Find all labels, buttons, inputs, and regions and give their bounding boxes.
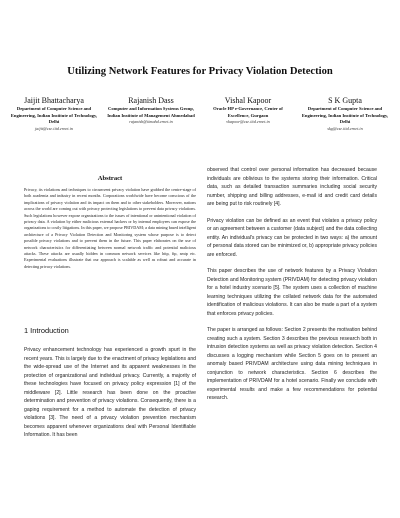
section-heading: 1 Introduction [24,326,69,335]
paragraph: This paper describes the use of network features by a Privacy Violation Detection and Monitoring system (PRIVDAM) for detecting privacy violation for a hotel industry scenario [5]. The system uses a collection of machine learning techniques utilizing the collated network data for the automated identification of malicious violations. It can also be made a part of a system that enforces privacy policies. [207,268,377,317]
author-email: skg@cse.iitd.ernet.in [327,125,363,131]
paragraph: observed that control over personal information has decreased because individuals are oblivious to the systems storing their information. Critical data, such as detailed transaction summaries including social security number, shipping and billing addresses, e-mail id and credit card details are being put to risk routinely [4]. [207,167,377,207]
author-name: Jaijit Bhattacharya [24,96,84,105]
author-email: vkapoor@cse.iitd.ernet.in [226,119,270,124]
paragraph: The paper is arranged as follows: Section 2 presents the motivation behind creating such a system. Section 3 describes the previous research both in intrusion detection systems as well as privacy violation detection. Section 4 discusses a logging mechanism while Section 5 goes on to present an anomaly based PRIVDAM architecture using data mining techniques in conjunction to network characteristics. Section 6 describes the implementation of PRIVDAM for a hotel scenario. Finally we conclude with experimental results and make a few recommendations for potential research. [207,327,377,401]
author-name: Rajanish Dass [128,96,174,105]
paragraph: Privacy violation can be defined as an event that violates a privacy policy or an agreement between a customer (data subject) and the data collecting entity. An individual's privacy can be protected in two ways: a) the amount of personal data stored can be minimized or, b) appropriate privacy policies are enforced. [207,217,377,258]
author-3 [202,96,294,125]
author-affiliation: Oracle HP e-Governance, Center of Excellence, Gurgaon [213,106,283,118]
author-name: Vishal Kapoor [224,96,272,105]
author-affiliation: Computer and Information Systems Group, Indian Institute of Management Ahmedabad [107,106,195,118]
paper-title: Utilizing Network Features for Privacy Violation Detection [67,66,333,77]
author-1 [6,96,102,132]
author-affiliation: Department of Computer Science and Engineering, Indian Institute of Technology, Delhi [10,106,98,124]
author-email: rajanish@iimahd.ernet.in [129,119,173,124]
abstract-heading: Abstract [97,175,123,182]
author-affiliation: Department of Computer Science and Engineering, Indian Institute of Technology, Delhi [301,106,389,124]
paragraph: Privacy enhancement technology has experienced a growth spurt in the recent years. This is largely due to the enactment of privacy legislations and the wide-spread use of the Internet and its apparent weaknesses in the protection of organizational and individual privacy. Currently, a majority of these technologies have focused on privacy policy expression [1] of the middleware [2]. Little research has been done on the proactive determination and prevention of privacy violations. Consequently, there is a gaping requirement for a method to automate the detection of privacy violations [3]. The need of a privacy violation prevention mechanism becomes apparent whenever organizations deal with Personal Identifiable Information. It has been [24,347,196,438]
right-column [207,166,377,411]
abstract-text: Privacy, its violations and techniques to circumvent privacy violation have grabbed the centre-stage of both academia and industry in recent months. Corporations worldwide have become conscious of the implications of privacy violation and its impact on them and to other stakeholders. Moreover, nations across the world are coming out with privacy protecting legislations to prevent data privacy violations. Such legislations however expose organizations to the issues of intentional or unintentional violation of privacy data. A violation by either malicious external hackers or by internal employees can expose the organizations to costly litigations. In this paper, we propose PRIVDAM; a data mining based intelligent architecture of a Privacy Violation Detection and Monitoring system whose purpose is to detect possible privacy violations and to prevent them in the future. This paper elaborates on the use of network characteristics for differentiating between normal network traffic and potential malicious attacks. These attacks are usually hidden in common network services like http, ftp, smtp etc. Experimental evaluations illustrate that our approach is scalable as well as robust and accurate in detecting privacy violations. [24,187,196,269]
introduction-text [24,346,196,440]
author-2 [106,96,196,125]
author-4 [298,96,392,132]
author-name: S K Gupta [328,96,362,105]
author-email: jaijit@cse.iitd.ernet.in [35,125,73,131]
